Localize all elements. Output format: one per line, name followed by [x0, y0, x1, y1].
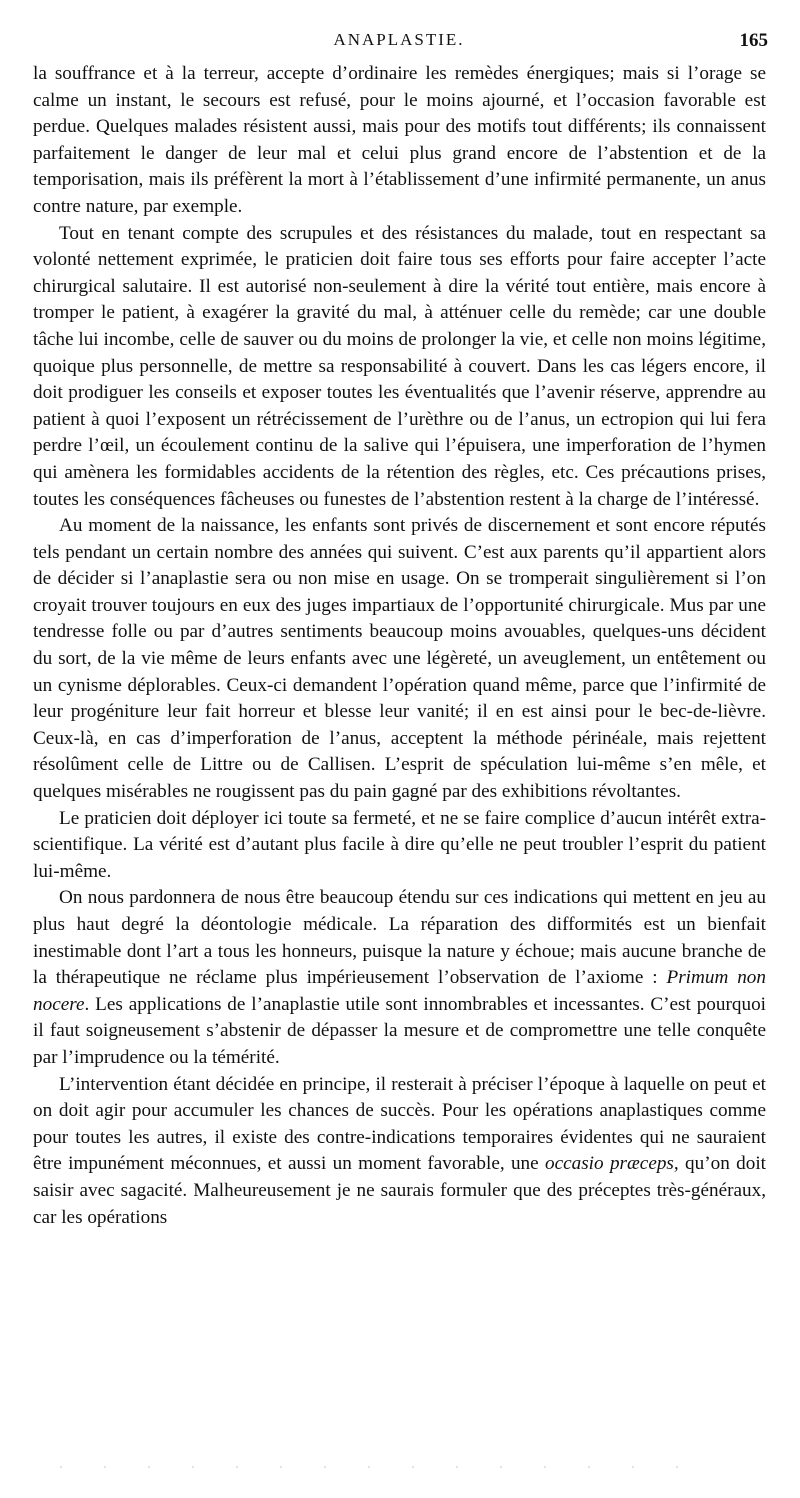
- paragraph-text: , qu’on doit saisir avec sagacité. Malheureusement je ne saurais formuler que des préceptes très-généraux, car les opérations: [33, 1153, 766, 1228]
- paragraph-3: [33, 513, 766, 806]
- running-head: [30, 30, 768, 60]
- paragraph-text: . Les applications de l’anaplastie utile sont innombrables et incessantes. C’est pourquoi il faut soigneusement s’abstenir de dépasser la mesure et de compromettre une telle conquête par l’imprudence ou la témérité.: [33, 993, 766, 1068]
- paragraph-1: [33, 61, 766, 221]
- paragraph-text: On nous pardonnera de nous être beaucoup étendu sur ces indications qui mettent en jeu au plus haut degré la déontologie médicale. La réparation des difformités est un bienfait inestimable dont l’art a tous les honneurs, puisque la nature y échoue; mais aucune branche de la thérapeutique ne réclame plus impérieusement l’observation de l’axiome :: [33, 887, 766, 989]
- latin-axiom: Primum non nocere: [33, 967, 766, 1015]
- paragraph-5: [33, 885, 766, 1071]
- paragraph-text: Le praticien doit déployer ici toute sa fermeté, et ne se faire complice d’aucun intérêt extra-scientifique. La vérité est d’autant plus facile à dire qu’elle ne peut troubler l’esprit du patient lui-même.: [33, 807, 766, 882]
- paragraph-text: L’intervention étant décidée en principe, il resterait à préciser l’époque à laquelle on peut et on doit agir pour accumuler les chances de succès. Pour les opérations anaplastiques comme pour toutes les autres, il existe des contre-indications temporaires évidentes qui ne sauraient être impunément méconnues, et aussi un moment favorable, une: [33, 1073, 766, 1175]
- bleed-through-marks: [60, 1466, 700, 1468]
- paragraph-2: [33, 221, 766, 514]
- body-text: [33, 61, 766, 1231]
- page-number: 165: [739, 30, 768, 51]
- paragraph-text: la souffrance et à la terreur, accepte d’ordinaire les remèdes énergiques; mais si l’orage se calme un instant, le secours est refusé, pour le moins ajourné, et l’occasion favorable est perdue. Quelques malades résistent aussi, mais pour des motifs tout différents; ils connaissent parfaitement le danger de leur mal et celui plus grand encore de l’abstention et de la temporisation, mais ils préfèrent la mort à l’établissement d’une infirmité permanente, un anus contre nature, par exemple.: [33, 63, 766, 217]
- paragraph-6: [33, 1072, 766, 1232]
- running-title: ANAPLASTIE.: [333, 30, 465, 49]
- paragraph-text: Tout en tenant compte des scrupules et des résistances du malade, tout en respectant sa volonté nettement exprimée, le praticien doit faire tous ses efforts pour faire accepter l’acte chirurgical salutaire. Il est autorisé non-seulement à dire la vérité tout entière, mais encore à tromper le patient, à exagérer la gravité du mal, à atténuer celle du remède; car une double tâche lui incombe, celle de sauver ou du moins de prolonger la vie, et celle non moins légitime, quoique plus personnelle, de mettre sa responsabilité à couvert. Dans les cas légers encore, il doit prodiguer les conseils et exposer toutes les éventualités que l’avenir réserve, apprendre au patient à quoi l’exposent un rétrécissement de l’urèthre ou de l’anus, un ectropion qui lui fera perdre l’œil, un écoulement continu de la salive qui l’épuisera, une imperforation de l’hymen qui amènera les formidables accidents de la rétention des règles, etc. Ces précautions prises, toutes les conséquences fâcheuses ou funestes de l’abstention restent à la charge de l’intéressé.: [33, 222, 766, 510]
- paragraph-text: Au moment de la naissance, les enfants sont privés de discernement et sont encore réputés tels pendant un certain nombre des années qui suivent. C’est aux parents qu’il appartient alors de décider si l’anaplastie sera ou non mise en usage. On se tromperait singulièrement si l’on croyait trouver toujours en eux des juges impartiaux de l’opportunité chirurgicale. Mus par une tendresse folle ou par d’autres sentiments beaucoup moins avouables, quelques-uns décident du sort, de la vie même de leurs enfants avec une légèreté, un aveuglement, un entêtement ou un cynisme déplorables. Ceux-ci demandent l’opération quand même, parce que l’infirmité de leur progéniture leur fait horreur et blesse leur vanité; il en est ainsi pour le bec-de-lièvre. Ceux-là, en cas d’imperforation de l’anus, acceptent la méthode périnéale, mais rejettent résolûment celle de Littre ou de Callisen. L’esprit de spéculation lui-même s’en mêle, et quelques misérables ne rougissent pas du pain gagné par des exhibitions révoltantes.: [33, 515, 766, 803]
- latin-phrase: occasio præceps: [545, 1153, 674, 1175]
- paragraph-4: [33, 806, 766, 886]
